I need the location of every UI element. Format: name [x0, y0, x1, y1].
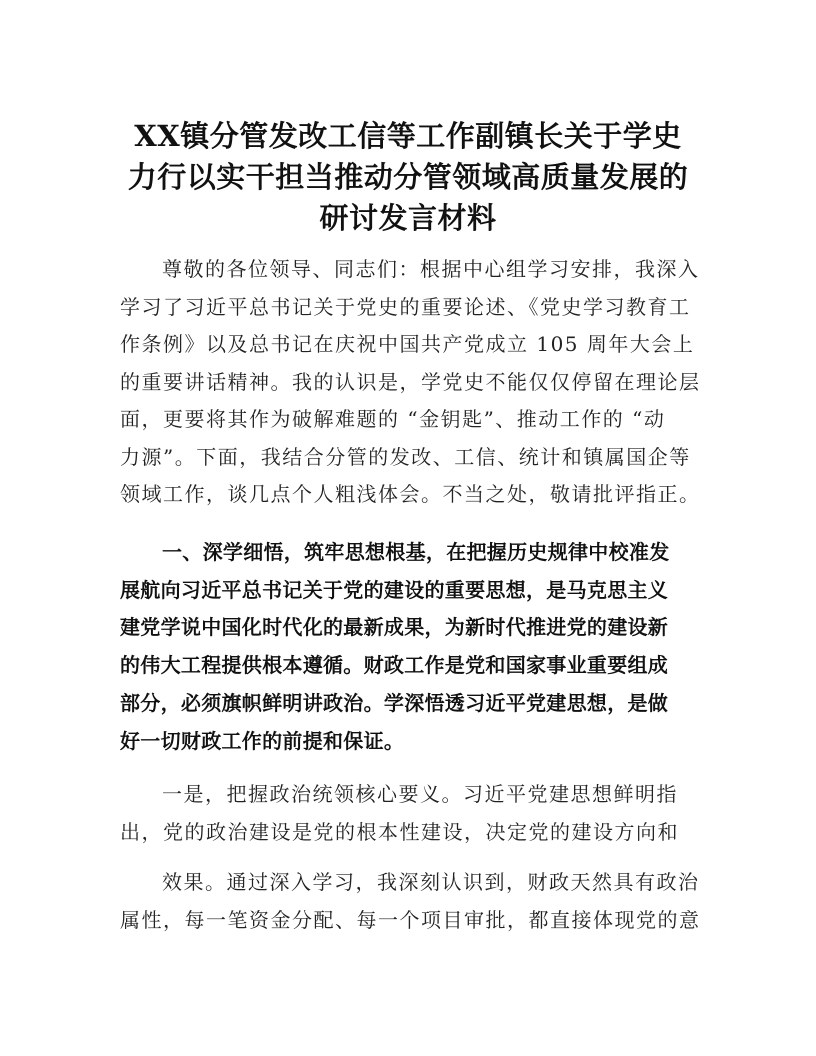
paragraph-line: 尊敬的各位领导、同志们：根据中心组学习安排，我深入 [162, 257, 700, 281]
paragraph-line: 建党学说中国化时代化的最新成果，为新时代推进党的建设新 [120, 615, 669, 640]
paragraph-line: 出，党的政治建设是党的根本性建设，决定党的建设方向和 [120, 819, 679, 844]
document-title [100, 116, 716, 239]
paragraph-line: 属性，每一笔资金分配、每一个项目审批，都直接体现党的意 [120, 907, 701, 932]
title-line: 力行以实干担当推动分管领域高质量发展的 [127, 160, 689, 194]
opening-paragraph [120, 251, 700, 514]
paragraph-line: 一是，把握政治统领核心要义。习近平党建思想鲜明指 [162, 782, 678, 806]
paragraph-line: 效果。通过深入学习，我深刻认识到，财政天然具有政治 [162, 870, 700, 894]
paragraph-line: 的重要讲话精神。我的认识是，学党史不能仅仅停留在理论层 [120, 369, 701, 394]
continuation-paragraph [120, 864, 700, 939]
paragraph-line: 领域工作，谈几点个人粗浅体会。不当之处，敬请批评指正。 [120, 482, 701, 506]
paragraph-line: 展航向习近平总书记关于党的建设的重要思想，是马克思主义 [120, 577, 669, 602]
paragraph-line: 好一切财政工作的前提和保证。 [120, 728, 405, 753]
paragraph-line: 作条例》以及总书记在庆祝中国共产党成立 105 周年大会上 [120, 332, 695, 356]
section-one-paragraph [120, 534, 700, 760]
paragraph-line: 面，更要将其作为破解难题的 “金钥匙”、推动工作的 “动 [120, 407, 666, 431]
title-line: 研讨发言材料 [319, 201, 497, 235]
title-line: XX镇分管发改工信等工作副镇长关于学史 [134, 119, 682, 153]
paragraph-line: 部分，必须旗帜鲜明讲政治。学深悟透习近平党建思想，是做 [120, 690, 669, 715]
paragraph-line: 一、深学细悟，筑牢思想根基，在把握历史规律中校准发 [162, 540, 670, 564]
paragraph-line: 力源”。下面，我结合分管的发改、工信、统计和镇属国企等 [120, 444, 691, 469]
point-one-paragraph [120, 776, 700, 851]
paragraph-line: 的伟大工程提供根本遵循。财政工作是党和国家事业重要组成 [120, 653, 669, 678]
paragraph-line: 学习了习近平总书记关于党史的重要论述、《党史学习教育工 [120, 294, 691, 319]
